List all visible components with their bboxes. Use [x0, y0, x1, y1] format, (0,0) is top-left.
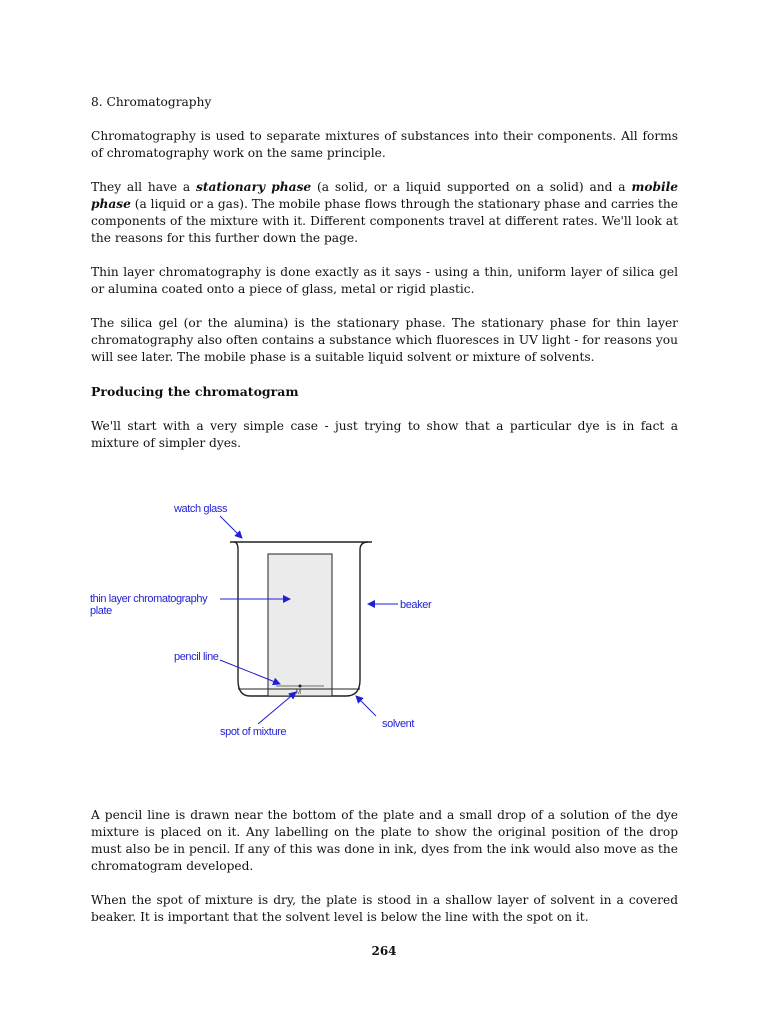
- label-solvent: solvent: [382, 718, 415, 730]
- paragraph-tlc: Thin layer chromatography is done exactly as it says - using a thin, uniform layer of silica gel or alumina coated onto a piece of glass, metal or rigid plastic.: [91, 265, 678, 296]
- stationary-phase-term: stationary phase: [196, 180, 312, 194]
- section-title: 8. Chromatography: [91, 95, 212, 109]
- arrow-solvent: [356, 696, 376, 716]
- phases-text-e: (a liquid or a gas). The mobile phase flows through the stationary phase and carries the components of the mixture with it. Different components travel at different rates. We'll look at the reasons for this further down the page.: [91, 197, 678, 245]
- arrow-spot: [258, 692, 296, 724]
- paragraph-simple-case: We'll start with a very simple case - just trying to show that a particular dye is in fact a mixture of simpler dyes.: [91, 419, 678, 450]
- paragraph-phases: [91, 179, 678, 247]
- label-beaker: beaker: [400, 599, 432, 611]
- paragraph-pencil-line: A pencil line is drawn near the bottom of the plate and a small drop of a solution of the dye mixture is placed on it. Any labelling on the plate to show the original position of the drop must also be in pencil. If any of this was done in ink, dyes from the ink would also move as the chromatogram developed.: [91, 808, 678, 873]
- plate-mark: M: [296, 690, 301, 696]
- subheading: Producing the chromatogram: [91, 384, 299, 399]
- paragraph-intro: Chromatography is used to separate mixtures of substances into their components. All forms of chromatography work on the same principle.: [91, 129, 678, 160]
- tlc-plate: [268, 554, 332, 696]
- arrow-watch-glass: [220, 516, 242, 538]
- mobile-phase-term: mobile phase: [91, 180, 678, 211]
- paragraph-solvent: When the spot of mixture is dry, the plate is stood in a shallow layer of solvent in a covered beaker. It is important that the solvent level is below the line with the spot on it.: [91, 893, 678, 924]
- label-spot: spot of mixture: [220, 726, 287, 738]
- label-plate-line1: thin layer chromatography: [90, 593, 208, 605]
- tlc-beaker-diagram: [80, 490, 440, 750]
- phases-text-a: They all have a: [91, 180, 197, 194]
- label-pencil-line: pencil line: [174, 651, 219, 663]
- page-number: 264: [371, 944, 397, 958]
- label-plate-line2: plate: [90, 605, 112, 617]
- paragraph-stationary: The silica gel (or the alumina) is the stationary phase. The stationary phase for thin layer chromatography also often contains a substance which fluoresces in UV light - for reasons you will see later. The mobile phase is a suitable liquid solvent or mixture of solvents.: [91, 316, 678, 364]
- label-watch-glass: watch glass: [174, 503, 228, 515]
- phases-text-c: (a solid, or a liquid supported on a solid) and a: [311, 180, 632, 194]
- spot-of-mixture: [299, 685, 302, 688]
